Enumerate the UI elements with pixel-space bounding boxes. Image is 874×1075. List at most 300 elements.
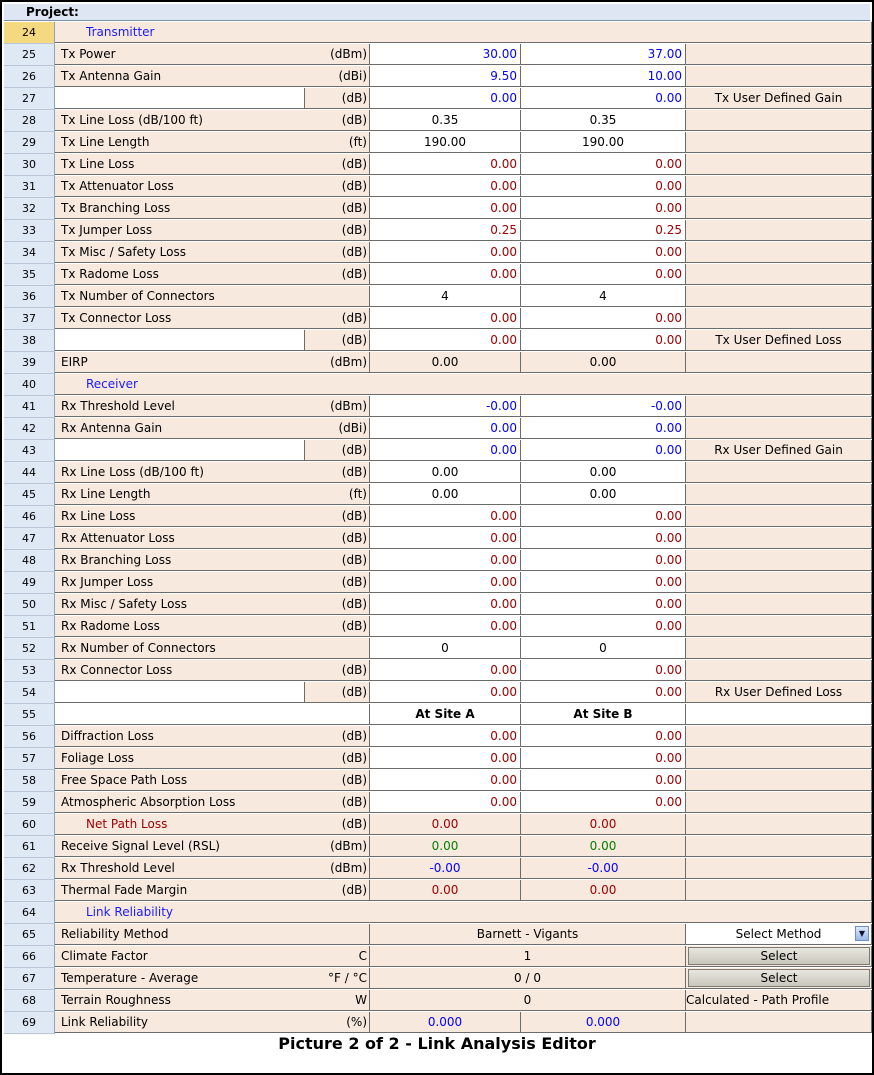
param-label: Thermal Fade Margin [55,880,370,901]
notes-cell [686,792,872,813]
notes-cell [686,110,872,131]
grid-row [4,198,872,220]
param-label: Rx Line Length [55,484,370,505]
param-unit: (dB) [305,880,370,901]
row-number[interactable]: 62 [4,858,55,880]
row-number[interactable]: 66 [4,946,55,968]
site-a-value[interactable]: 0.00 [370,484,521,505]
param-label: Receive Signal Level (RSL) [55,836,370,857]
row-number[interactable]: 26 [4,66,55,88]
site-a-value[interactable]: 0.25 [370,220,521,241]
row-number[interactable]: 46 [4,506,55,528]
param-unit: (dB) [305,814,370,835]
site-b-value[interactable]: 0.25 [521,220,686,241]
site-a-value[interactable]: 0.00 [370,792,521,813]
param-value[interactable]: 1 [370,946,686,967]
row-number[interactable]: 34 [4,242,55,264]
grid-row [4,748,872,770]
notes-cell [686,572,872,593]
site-a-value[interactable]: 0.00 [370,748,521,769]
grid-row [4,968,872,990]
row-number[interactable]: 52 [4,638,55,660]
grid-row [4,880,872,902]
param-label: Tx Jumper Loss [55,220,370,241]
site-b-value[interactable]: 0.00 [521,594,686,615]
site-b-value[interactable]: 10.00 [521,66,686,87]
site-a-value[interactable]: 0.00 [370,352,521,373]
user-defined-name-input[interactable] [55,330,305,351]
row-number[interactable]: 43 [4,440,55,462]
param-label: Tx Line Loss [55,154,370,175]
param-unit: (dBm) [305,44,370,65]
param-unit: (dBm) [305,836,370,857]
grid-row [4,484,872,506]
site-b-value[interactable]: 0.00 [521,484,686,505]
row-number[interactable]: 25 [4,44,55,66]
param-label: Terrain Roughness [55,990,370,1011]
notes-cell [686,198,872,219]
param-unit: (dB) [305,154,370,175]
row-number[interactable]: 42 [4,418,55,440]
site-b-value[interactable]: 0.00 [521,836,686,857]
row-number[interactable]: 48 [4,550,55,572]
grid-row [4,22,872,44]
notes-cell [686,506,872,527]
param-unit: (dB) [305,748,370,769]
param-label: Temperature - Average [55,968,370,989]
param-unit: (dB) [305,660,370,681]
notes-cell [686,1012,872,1033]
param-unit: (dBm) [305,352,370,373]
param-unit: (dB) [305,264,370,285]
notes-cell [686,286,872,307]
section-title: Link Reliability [55,902,872,923]
notes-cell: Tx User Defined Gain [686,88,872,109]
grid-row [4,528,872,550]
param-unit: (dB) [305,528,370,549]
section-title: Transmitter [55,22,872,43]
param-unit: (dBi) [305,66,370,87]
site-a-value[interactable]: -0.00 [370,858,521,879]
row-number[interactable]: 63 [4,880,55,902]
row-number[interactable]: 33 [4,220,55,242]
notes-cell [686,726,872,747]
row-number[interactable]: 41 [4,396,55,418]
grid-row [4,550,872,572]
site-b-value[interactable]: 0.00 [521,330,686,351]
param-label: Rx Connector Loss [55,660,370,681]
notes-cell [686,176,872,197]
param-unit: (dB) [305,176,370,197]
row-number[interactable]: 24 [4,22,55,44]
user-defined-name-input[interactable] [55,440,305,461]
notes-cell [686,814,872,835]
site-a-value[interactable]: 0.00 [370,462,521,483]
grid-row [4,616,872,638]
site-b-value[interactable]: 4 [521,286,686,307]
param-label: Net Path Loss [55,814,370,835]
site-a-value[interactable]: 0.00 [370,660,521,681]
param-unit: (dB) [305,330,370,351]
row-number[interactable]: 44 [4,462,55,484]
grid-row [4,506,872,528]
site-b-value[interactable]: 190.00 [521,132,686,153]
site-b-value[interactable]: 0.00 [521,770,686,791]
site-b-value[interactable]: 0.00 [521,880,686,901]
param-label: Rx Jumper Loss [55,572,370,593]
param-label: Rx Antenna Gain [55,418,370,439]
param-unit: (dB) [305,682,370,703]
param-unit: (dB) [305,110,370,131]
row-number[interactable]: 31 [4,176,55,198]
row-number[interactable]: 29 [4,132,55,154]
param-unit: (ft) [305,132,370,153]
site-a-value[interactable]: 0.00 [370,198,521,219]
site-a-value[interactable]: 4 [370,286,521,307]
site-b-value[interactable]: 0.00 [521,748,686,769]
notes-cell [686,704,872,725]
row-number[interactable]: 67 [4,968,55,990]
param-unit: (dB) [305,220,370,241]
param-unit: (dBi) [305,418,370,439]
grid-row [4,88,872,110]
param-value[interactable]: 0 [370,990,686,1011]
grid-row [4,814,872,836]
project-label: Project: [26,5,79,19]
chevron-down-icon[interactable]: ▼ [855,926,869,941]
row-number[interactable]: 64 [4,902,55,924]
param-unit: (dB) [305,550,370,571]
param-unit: (dB) [305,440,370,461]
notes-cell [686,550,872,571]
site-a-value[interactable]: 0.35 [370,110,521,131]
row-number[interactable]: 37 [4,308,55,330]
grid-row [4,418,872,440]
param-unit: (dB) [305,242,370,263]
site-a-value[interactable]: 190.00 [370,132,521,153]
grid-row [4,770,872,792]
picture-caption: Picture 2 of 2 - Link Analysis Editor [278,1034,596,1053]
site-a-value[interactable]: 30.00 [370,44,521,65]
site-b-value[interactable]: 0.00 [521,814,686,835]
param-unit: (dBm) [305,858,370,879]
param-label: Tx Misc / Safety Loss [55,242,370,263]
calc-note: Calculated - Path Profile [686,990,872,1011]
param-label: Tx Line Length [55,132,370,153]
site-b-header: At Site B [521,704,686,725]
param-label: Rx Threshold Level [55,396,370,417]
row-number[interactable]: 27 [4,88,55,110]
notes-cell [686,44,872,65]
param-label: Atmospheric Absorption Loss [55,792,370,813]
grid-row [4,66,872,88]
row-number[interactable]: 65 [4,924,55,946]
grid-row [4,110,872,132]
param-label: Link Reliability [55,1012,370,1033]
site-a-value[interactable]: 0.00 [370,418,521,439]
grid-row [4,44,872,66]
param-value[interactable]: Barnett - Vigants [370,924,686,945]
site-a-value[interactable]: 0.00 [370,770,521,791]
row-number[interactable]: 68 [4,990,55,1012]
grid-row [4,726,872,748]
select-button[interactable]: Select [688,947,870,965]
notes-cell [686,880,872,901]
row-number[interactable]: 54 [4,682,55,704]
site-a-value[interactable]: 0.00 [370,616,521,637]
site-a-value[interactable]: 0.00 [370,528,521,549]
site-b-value[interactable]: 0.00 [521,660,686,681]
site-a-value[interactable]: 0.00 [370,440,521,461]
notes-cell [686,594,872,615]
site-a-value[interactable]: 0.00 [370,264,521,285]
grid-row [4,704,872,726]
grid-row [4,594,872,616]
notes-cell [686,858,872,879]
notes-cell [686,528,872,549]
grid-row [4,572,872,594]
row-number[interactable]: 36 [4,286,55,308]
site-b-value[interactable]: 0.00 [521,154,686,175]
row-number[interactable]: 60 [4,814,55,836]
param-label: Climate Factor [55,946,370,967]
header-blank-cell [55,704,370,725]
site-b-value[interactable]: 0.00 [521,572,686,593]
grid-row [4,242,872,264]
user-defined-name-input[interactable] [55,88,305,109]
site-b-value[interactable]: 0.00 [521,616,686,637]
row-number[interactable]: 61 [4,836,55,858]
param-label: Tx Line Loss (dB/100 ft) [55,110,370,131]
grid-row [4,792,872,814]
param-unit: (dB) [305,792,370,813]
param-label: EIRP [55,352,370,373]
notes-cell: Tx User Defined Loss [686,330,872,351]
notes-cell [686,220,872,241]
site-a-value[interactable]: 0.00 [370,308,521,329]
site-b-value[interactable]: 0.00 [521,792,686,813]
grid-row [4,660,872,682]
param-label: Rx Line Loss [55,506,370,527]
site-b-value[interactable]: 0.00 [521,352,686,373]
row-number[interactable]: 30 [4,154,55,176]
notes-cell [686,660,872,681]
param-unit: C [305,946,370,967]
site-a-value[interactable]: 0 [370,638,521,659]
param-label: Tx Antenna Gain [55,66,370,87]
site-b-value[interactable]: 0.00 [521,88,686,109]
param-unit: (dBm) [305,396,370,417]
site-a-value[interactable]: 0.00 [370,550,521,571]
site-b-value[interactable]: 0.00 [521,198,686,219]
row-number[interactable]: 51 [4,616,55,638]
row-number[interactable]: 59 [4,792,55,814]
param-unit: (dB) [305,726,370,747]
notes-cell [686,66,872,87]
grid-row [4,858,872,880]
site-a-value[interactable]: 0.000 [370,1012,521,1033]
notes-cell [686,462,872,483]
select-button[interactable]: Select [688,969,870,987]
param-unit: °F / °C [305,968,370,989]
param-label: Rx Attenuator Loss [55,528,370,549]
grid-row [4,154,872,176]
row-number[interactable]: 39 [4,352,55,374]
param-unit: (dB) [305,572,370,593]
row-number[interactable]: 45 [4,484,55,506]
param-unit [305,924,370,945]
site-b-value[interactable]: 0.00 [521,682,686,703]
site-b-value[interactable]: 0 [521,638,686,659]
notes-cell [686,264,872,285]
param-label: Rx Number of Connectors [55,638,370,659]
site-b-value[interactable]: 0.00 [521,462,686,483]
grid-row [4,990,872,1012]
param-unit: (%) [305,1012,370,1033]
row-number[interactable]: 56 [4,726,55,748]
param-label: Rx Threshold Level [55,858,370,879]
param-label: Rx Line Loss (dB/100 ft) [55,462,370,483]
row-number[interactable]: 57 [4,748,55,770]
site-a-value[interactable]: 0.00 [370,572,521,593]
param-label: Tx Branching Loss [55,198,370,219]
param-unit: (dB) [305,616,370,637]
site-b-value[interactable]: 0.00 [521,176,686,197]
row-number[interactable]: 69 [4,1012,55,1034]
grid-row [4,462,872,484]
site-b-value[interactable]: -0.00 [521,858,686,879]
site-a-value[interactable]: 0.00 [370,506,521,527]
notes-cell [686,242,872,263]
grid-row [4,352,872,374]
param-label: Diffraction Loss [55,726,370,747]
param-label: Tx Attenuator Loss [55,176,370,197]
notes-cell [686,154,872,175]
param-label: Rx Radome Loss [55,616,370,637]
site-b-value[interactable]: 0.00 [521,418,686,439]
reliability-method-select[interactable] [686,924,872,945]
param-label: Reliability Method [55,924,370,945]
user-defined-name-input[interactable] [55,682,305,703]
site-a-value[interactable]: 0.00 [370,88,521,109]
site-b-value[interactable]: 0.00 [521,308,686,329]
param-label: Rx Misc / Safety Loss [55,594,370,615]
param-label: Tx Power [55,44,370,65]
param-unit: (dB) [305,506,370,527]
row-number[interactable]: 47 [4,528,55,550]
param-unit: (ft) [305,484,370,505]
grid-row [4,396,872,418]
row-number[interactable]: 32 [4,198,55,220]
site-a-value[interactable]: 0.00 [370,594,521,615]
notes-cell [686,836,872,857]
site-b-value[interactable]: 0.00 [521,550,686,571]
param-unit [305,638,370,659]
site-a-value[interactable]: -0.00 [370,396,521,417]
row-number[interactable]: 55 [4,704,55,726]
notes-cell [686,748,872,769]
grid-row [4,374,872,396]
site-a-value[interactable]: 9.50 [370,66,521,87]
param-unit: (dB) [305,198,370,219]
site-b-value[interactable]: 0.00 [521,440,686,461]
site-b-value[interactable]: 0.00 [521,528,686,549]
param-label: Tx Connector Loss [55,308,370,329]
notes-cell: Rx User Defined Gain [686,440,872,461]
site-b-value[interactable]: 0.00 [521,242,686,263]
site-a-value[interactable]: 0.00 [370,814,521,835]
site-a-value[interactable]: 0.00 [370,682,521,703]
param-label: Foliage Loss [55,748,370,769]
row-number[interactable]: 40 [4,374,55,396]
select-method-label: Select Method [735,927,822,941]
site-b-value[interactable]: 0.00 [521,264,686,285]
param-label: Free Space Path Loss [55,770,370,791]
row-number[interactable]: 38 [4,330,55,352]
grid-row [4,176,872,198]
notes-cell: Rx User Defined Loss [686,682,872,703]
site-b-value[interactable]: 37.00 [521,44,686,65]
param-unit: (dB) [305,594,370,615]
site-a-value[interactable]: 0.00 [370,330,521,351]
grid-row [4,132,872,154]
param-value[interactable]: 0 / 0 [370,968,686,989]
notes-cell [686,638,872,659]
notes-cell [686,484,872,505]
site-a-value[interactable]: 0.00 [370,880,521,901]
site-b-value[interactable]: 0.00 [521,506,686,527]
param-unit: (dB) [305,308,370,329]
site-b-value[interactable]: -0.00 [521,396,686,417]
param-label: Rx Branching Loss [55,550,370,571]
site-a-value[interactable]: 0.00 [370,154,521,175]
param-unit: W [305,990,370,1011]
grid-row [4,924,872,946]
notes-cell [686,418,872,439]
site-b-value[interactable]: 0.000 [521,1012,686,1033]
site-a-value[interactable]: 0.00 [370,726,521,747]
grid-row [4,440,872,462]
site-b-value[interactable]: 0.35 [521,110,686,131]
param-label: Tx Radome Loss [55,264,370,285]
grid-row [4,330,872,352]
row-number[interactable]: 58 [4,770,55,792]
param-unit: (dB) [305,770,370,791]
param-unit: (dB) [305,462,370,483]
notes-cell [686,770,872,791]
site-a-value[interactable]: 0.00 [370,242,521,263]
site-a-value[interactable]: 0.00 [370,176,521,197]
row-number[interactable]: 49 [4,572,55,594]
grid-row [4,308,872,330]
notes-cell [686,616,872,637]
grid-row [4,638,872,660]
row-number[interactable]: 28 [4,110,55,132]
param-unit [305,286,370,307]
row-number[interactable]: 53 [4,660,55,682]
row-number[interactable]: 35 [4,264,55,286]
notes-cell [686,308,872,329]
grid-row [4,836,872,858]
site-b-value[interactable]: 0.00 [521,726,686,747]
row-number[interactable]: 50 [4,594,55,616]
grid-row [4,220,872,242]
site-a-value[interactable]: 0.00 [370,836,521,857]
notes-cell [686,132,872,153]
section-title: Receiver [55,374,872,395]
grid-row [4,286,872,308]
site-a-header: At Site A [370,704,521,725]
